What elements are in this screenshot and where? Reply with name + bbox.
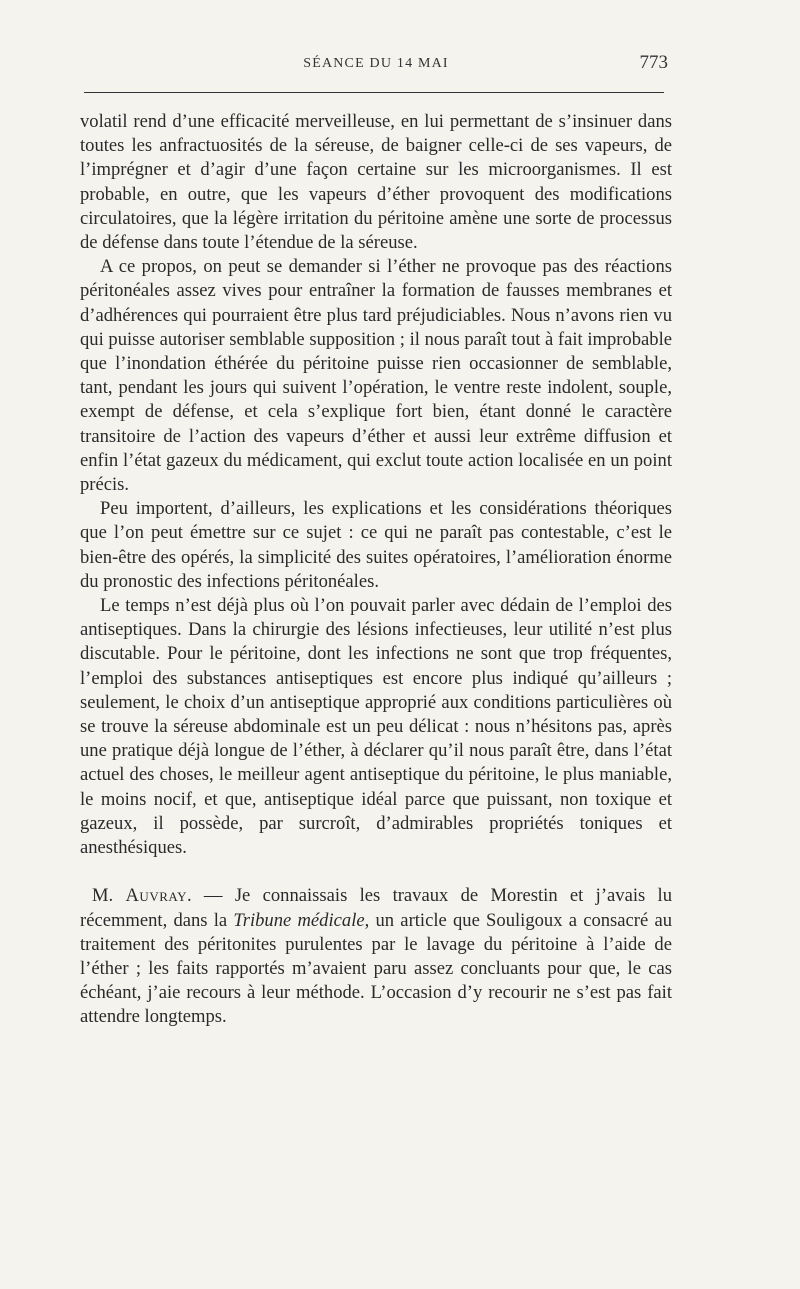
paragraph: Le temps n’est déjà plus où l’on pouvait parler avec dédain de l’emploi des antiseptiques. Dans la chirurgie des lésions infectieuses, leur utilité n’est plus discutable. Pour le péritoine, dont les infections ne sont que trop fréquentes, l’emploi des substances antiseptiques est encore plus indiqué qu’ailleurs ; seulement, le choix d’un antiseptique approprié aux conditions particulières où se trouve la séreuse abdominale est un peu délicat : nous n’hésitons pas, après une pratique déjà longue de l’éther, à déclarer qu’il nous paraît être, dans l’état actuel des choses, le meilleur agent antiseptique du péritoine, le plus maniable, le moins nocif, et que, antiseptique idéal parce que puissant, non toxique et gazeux, il possède, par surcroît, d’admirables propriétés toniques et anesthésiques. [80,595,672,859]
discussion-text-end: , un article que Souligoux a consacré au traitement des péritonites purulentes par le lavage du péritoine à l’aide de l’éther ; les faits rapportés m’avaient paru assez concluants pour que, le cas échéant, j’aie recours à leur méthode. L’occasion d’y recourir ne s’est pas fait attendre longtemps. [80,909,673,1028]
discussion-text-start: . — Je connaissais les travaux de Morestin et j’avais lu récemment, dans la [80,885,672,931]
journal-title: Tribune médicale [233,909,365,931]
header-rule [84,92,664,93]
body-text [80,110,672,1030]
paragraph: A ce propos, on peut se demander si l’éther ne provoque pas des réactions péritonéales assez vives pour entraîner la formation de fausses membranes et d’adhérences qui pourraient être plus tard préjudiciables. Nous n’avons rien vu qui puisse autoriser semblable supposition ; il nous paraît tout à fait improbable que l’inondation éthérée du péritoine puisse rien occasionner de semblable, tant, pendant les jours qui suivent l’opération, le ventre reste indolent, souple, exempt de défense, et cela s’explique fort bien, étant donné le caractère transitoire de l’action des vapeurs d’éther et aussi leur extrême diffusion et enfin l’état gazeux du médicament, qui exclut toute action localisée en un point précis. [80,256,672,496]
running-head [80,50,672,78]
paragraph-continued: volatil rend d’une efficacité merveilleuse, en lui permettant de s’insinuer dans toutes les anfractuosités de la séreuse, de baigner celle-ci de ses vapeurs, de l’imprégner et d’agir d’une façon certaine sur les microorganismes. Il est probable, en outre, que les vapeurs d’éther provoquent des modifications circulatoires, que la légère irritation du péritoine amène une sorte de processus de défense dans toute l’étendue de la séreuse. [80,111,672,254]
speaker-name: Auvray [125,885,187,907]
discussion-paragraph [80,884,672,1029]
speaker-prefix: M. [92,885,126,907]
running-head-title: SÉANCE DU 14 MAI [303,56,449,71]
paragraph: Peu importent, d’ailleurs, les explications et les considérations théoriques que l’on peut émettre sur ce sujet : ce qui ne paraît pas contestable, c’est le bien-être des opérés, la simplicité des suites opératoires, l’amélioration énorme du pronostic des infections péritonéales. [80,498,672,592]
page-number: 773 [639,52,668,73]
